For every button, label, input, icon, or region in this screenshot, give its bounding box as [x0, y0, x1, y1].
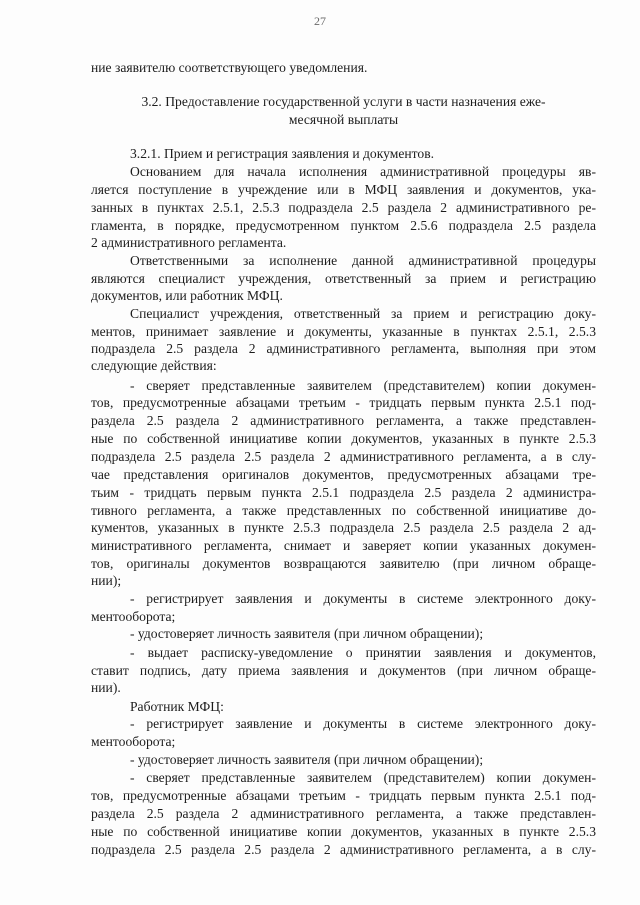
section-heading-line: месячной выплаты: [288, 112, 399, 127]
text-line: ментооборота;: [91, 734, 176, 749]
text-line: тов, оригиналы документов возвращаются заявителю (при личном обраще-: [91, 556, 596, 571]
text-line: гламента, в порядке, предусмотренном пунктом 2.5.6 подраздела 2.5 раздела: [91, 218, 596, 233]
list-item-line: - удостоверяет личность заявителя (при личном обращении);: [130, 752, 484, 767]
text-line: тов, предусмотренные абзацами третьим - тридцать первым пункта 2.5.1 под-: [91, 395, 596, 410]
text-line: следующие действия:: [91, 358, 217, 373]
text-line: ные по собственной инициативе копии документов, указанных в пункте 2.5.3: [91, 431, 596, 446]
subsection-heading: 3.2.1. Прием и регистрация заявления и документов.: [130, 146, 435, 161]
text-line: тьим - тридцать первым пункта 2.5.1 подраздела 2.5 раздела 2 администра-: [91, 485, 596, 500]
text-line: нии).: [91, 680, 121, 695]
text-line: занных в пунктах 2.5.1, 2.5.3 подраздела 2.5 раздела 2 административного ре-: [91, 200, 596, 215]
text-line: кументов, указанных в пункте 2.5.3 подраздела 2.5 раздела 2.5 раздела 2 ад-: [91, 520, 596, 535]
text-line: ментооборота;: [91, 609, 176, 624]
text-line: министративного регламента, снимает и заверяет копии указанных докумен-: [91, 538, 596, 553]
text-line: документов, или работник МФЦ.: [91, 288, 283, 303]
list-item-line: - регистрирует заявление и документы в системе электронного доку-: [130, 716, 596, 731]
subheading-line: Работник МФЦ:: [130, 699, 224, 714]
list-item-line: - удостоверяет личность заявителя (при личном обращении);: [130, 626, 484, 641]
text-line: Ответственными за исполнение данной административной процедуры: [130, 253, 596, 268]
text-line: подраздела 2.5 раздела 2.5 раздела 2 административного регламента, а в слу-: [91, 449, 596, 464]
list-item-line: - сверяет представленные заявителем (представителем) копии докумен-: [130, 378, 596, 393]
text-line: тивного регламента, а также представленных по собственной инициативе до-: [91, 503, 596, 518]
text-line: ставит подпись, дату приема заявления и документов (при личном обраще-: [91, 663, 596, 678]
text-line: ляется поступление в учреждение или в МФЦ заявления и документов, ука-: [91, 182, 596, 197]
list-item-line: - выдает расписку-уведомление о принятии заявления и документов,: [130, 645, 596, 660]
list-item-line: - сверяет представленные заявителем (представителем) копии докумен-: [130, 770, 596, 785]
text-line: ные по собственной инициативе копии документов, указанных в пункте 2.5.3: [91, 824, 596, 839]
text-line: подраздела 2.5 раздела 2 административного регламента, выполняя при этом: [91, 341, 596, 356]
text-line: Основанием для начала исполнения административной процедуры яв-: [130, 164, 596, 179]
text-line: подраздела 2.5 раздела 2.5 раздела 2 административного регламента, а в слу-: [91, 842, 596, 857]
text-line: раздела 2.5 раздела 2 административного регламента, а также представлен-: [91, 806, 596, 821]
text-line: нии);: [91, 573, 122, 588]
text-line: ментов, принимает заявление и документы, указанные в пунктах 2.5.1, 2.5.3: [91, 324, 596, 339]
text-line: Специалист учреждения, ответственный за прием и регистрацию доку-: [130, 306, 596, 321]
text-line: чае представления оригиналов документов, предусмотренных абзацами тре-: [91, 467, 596, 482]
page-number: 27: [314, 14, 326, 28]
text-line: являются специалист учреждения, ответственный за прием и регистрацию: [91, 271, 596, 286]
text-line: тов, предусмотренные абзацами третьим - тридцать первым пункта 2.5.1 под-: [91, 788, 596, 803]
list-item-line: - регистрирует заявления и документы в системе электронного доку-: [130, 591, 596, 606]
text-line: ние заявителю соответствующего уведомления.: [91, 60, 368, 75]
text-line: раздела 2.5 раздела 2 административного регламента, а также представлен-: [91, 413, 596, 428]
text-line: 2 административного регламента.: [91, 235, 287, 250]
section-heading-line: 3.2. Предоставление государственной услуги в части назначения еже-: [141, 94, 546, 109]
